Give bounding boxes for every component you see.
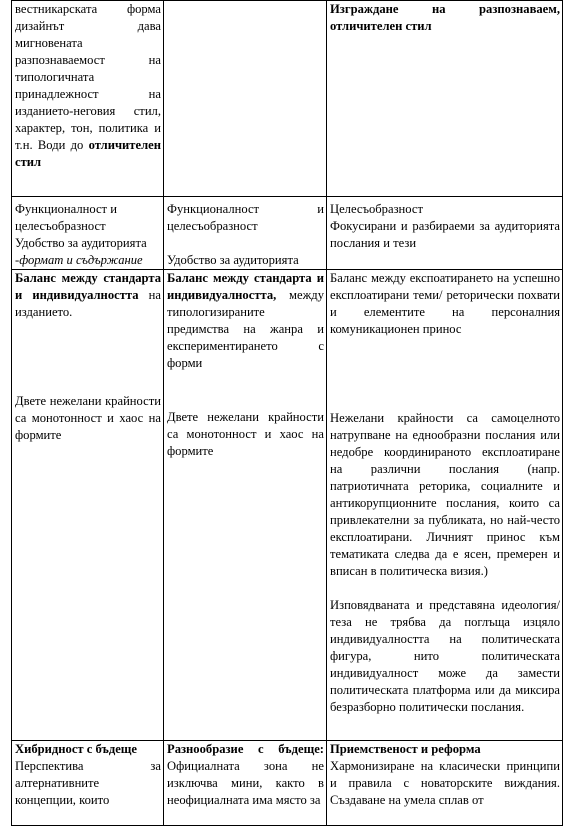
table-cell — [12, 197, 164, 270]
comparison-table — [11, 0, 563, 826]
cell-line: Функционалност и целесъобразност — [167, 202, 324, 233]
cell-paragraph — [167, 741, 324, 809]
cell-paragraph: Нежелани крайности са самоцелното натрупване на еднообразни послания или недобре координираното експлоатиране на различни послания (напр. патриотичната реторика, социалните и антикорупционните послания, които са привлекателни за публиката, но най-често експлоатирани. Личният принос към тематиката следва да е ясен, премерен и вписан в политическа визия.) — [330, 411, 560, 578]
table-cell — [327, 741, 563, 826]
cell-paragraph: Двете нежелани крайности са монотонност и хаос на формите — [15, 394, 161, 442]
cell-paragraph — [167, 270, 324, 372]
table-row — [12, 270, 563, 741]
cell-paragraph: Хармонизиране на класически принципи и правила с новаторските виждания. Създаване на умела сплав от — [330, 759, 560, 807]
cell-heading: Хибридност с бъдеще — [15, 742, 138, 756]
table-cell — [164, 270, 327, 741]
cell-paragraph: Двете нежелани крайности са монотонност и хаос на формите — [167, 410, 324, 458]
table-cell — [164, 741, 327, 826]
table-cell-empty — [164, 1, 327, 197]
table-cell — [327, 270, 563, 741]
cell-text-body: Официалната зона не изключва мини, както в неофициалната има място за — [167, 759, 324, 807]
cell-line: Удобство за аудиторията — [15, 236, 147, 250]
cell-text-body: вестникарската форма дизайнът дава мигновената разпознаваемост на типологичната принадлежност на изданието-неговия стил, характер, тон, политика и т.н. Води до — [15, 2, 161, 152]
cell-line: Удобство за аудиторията — [167, 253, 299, 267]
table-cell — [164, 197, 327, 270]
cell-text-body: между типологизираните предимства на жанра и експериментирането с форми — [167, 288, 324, 370]
table-cell — [327, 1, 563, 197]
table-row — [12, 1, 563, 197]
cell-paragraph: Изповядваната и представяна идеология/теза не трябва да поглъща изцяло индивидуалността на политическата фигура, нито политическата индивидуалност може да замести политическата платформа или да миксира безразборно политически послания. — [330, 598, 560, 714]
cell-text-bold: Баланс между стандарта и индивидуалността, — [167, 271, 324, 302]
table-row — [12, 741, 563, 826]
cell-text-bold: Разнообразие с бъдеще: — [167, 742, 324, 756]
cell-line-italic: -формат и съдържание — [15, 253, 143, 267]
cell-paragraph: Перспектива за алтернативните концепции, които — [15, 759, 161, 807]
table-cell — [12, 270, 164, 741]
cell-text-bold: отличителен стил — [15, 138, 161, 169]
cell-line: Функционалност и целесъобразност — [15, 202, 117, 233]
table-cell — [12, 1, 164, 197]
cell-heading: Приемственост и реформа — [330, 742, 481, 756]
table-cell — [12, 741, 164, 826]
cell-heading: Изграждане на разпознаваем, отличителен стил — [330, 2, 560, 33]
cell-paragraph — [15, 270, 161, 321]
cell-line: Фокусирани и разбираеми за аудиторията послания и тези — [330, 219, 560, 250]
cell-line: Целесъобразност — [330, 202, 423, 216]
table-row — [12, 197, 563, 270]
cell-paragraph: Баланс между експоатирането на успешно експлоатирани теми/ реторически похвати и елементите на персоналния комуникационен принос — [330, 271, 560, 336]
cell-text — [15, 1, 161, 171]
cell-text-bold: Баланс между стандарта и индивидуалността — [15, 271, 161, 302]
table-cell — [327, 197, 563, 270]
cell-text-body: на изданието. — [15, 288, 161, 319]
